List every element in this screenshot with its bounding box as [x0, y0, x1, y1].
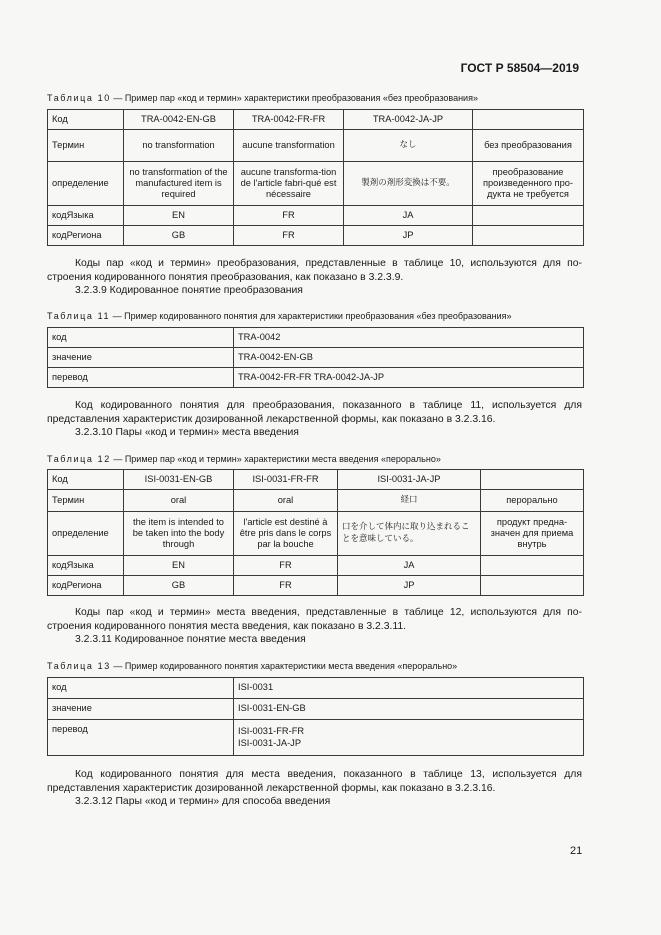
table-cell: oral: [124, 490, 234, 512]
table-cell: 製剤の剤形変換は不要。: [344, 162, 473, 206]
paragraph-text: Коды пар «код и термин» места введения, представленные в таблице 12, используются для по-строения кодированного понятия места введения, как показано в 3.2.3.11.: [47, 607, 582, 632]
table-cell: перорально: [481, 490, 584, 512]
table-cell: GB: [124, 576, 234, 596]
paragraph: [47, 257, 582, 284]
table10-caption: [47, 93, 478, 103]
table-row: [48, 512, 584, 556]
table-row: [48, 699, 584, 720]
table-cell: TRA-0042-EN-GB: [124, 110, 234, 130]
table-cell: продукт предна-значен для приема внутрь: [481, 512, 584, 556]
table-cell: oral: [234, 490, 338, 512]
paragraph-text: Код кодированного понятия для преобразования, показанного в таблице 11, используется для представления характеристик дозированной лекарственной формы, как показано в 3.2.3.16.: [47, 400, 582, 425]
table-cell: EN: [124, 206, 234, 226]
table-cell: JA: [344, 206, 473, 226]
table-cell: TRA-0042: [234, 328, 584, 348]
table-cell: значение: [48, 348, 234, 368]
table-cell: FR: [234, 206, 344, 226]
table-cell: Термин: [48, 490, 124, 512]
table-cell: TRA-0042-FR-FR TRA-0042-JA-JP: [234, 368, 584, 388]
table13-caption-text: — Пример кодированного понятия характеристики места введения «перорально»: [110, 661, 458, 671]
table-cell: no transformation of the manufactured item is required: [124, 162, 234, 206]
table-cell: ISI-0031: [234, 678, 584, 699]
table-cell: [473, 226, 584, 246]
table-cell: код: [48, 678, 234, 699]
table-row: [48, 490, 584, 512]
table-cell: no transformation: [124, 130, 234, 162]
table10-caption-label: Таблица 10: [47, 93, 111, 103]
table-cell: ISI-0031-EN-GB: [234, 699, 584, 720]
table-cell: aucune transforma-tion de l'article fabri-qué est nécessaire: [234, 162, 344, 206]
table-row: [48, 556, 584, 576]
table-cell: без преобразования: [473, 130, 584, 162]
table-cell: FR: [234, 226, 344, 246]
table-cell: EN: [124, 556, 234, 576]
table10-caption-text: — Пример пар «код и термин» характеристики преобразования «без преобразования»: [110, 93, 478, 103]
table-cell: Термин: [48, 130, 124, 162]
table-row: [48, 328, 584, 348]
table-cell: ISI-0031-EN-GB: [124, 470, 234, 490]
table-cell: [473, 206, 584, 226]
table-cell: [473, 110, 584, 130]
table-row: [48, 678, 584, 699]
section-heading: 3.2.3.11 Кодированное понятие места введения: [75, 634, 306, 645]
table-cell: перевод: [48, 720, 234, 756]
table-cell: определение: [48, 512, 124, 556]
table-cell: ISI-0031-FR-FR: [234, 470, 338, 490]
table-cell: FR: [234, 556, 338, 576]
table-cell: кодЯзыка: [48, 206, 124, 226]
section-heading: 3.2.3.10 Пары «код и термин» места введения: [75, 427, 299, 438]
translation-line: ISI-0031-FR-FR: [238, 726, 305, 737]
paragraph-text: Коды пар «код и термин» преобразования, представленные в таблице 10, используются для по-строения кодированного понятия преобразования, как показано в 3.2.3.9.: [47, 258, 582, 283]
table11: [47, 327, 584, 388]
table-row: [48, 110, 584, 130]
table-cell: перевод: [48, 368, 234, 388]
table11-caption-label: Таблица 11: [47, 311, 111, 321]
table-cell: TRA-0042-EN-GB: [234, 348, 584, 368]
table12-caption-label: Таблица 12: [47, 454, 111, 464]
table10: [47, 109, 584, 246]
table-cell: код: [48, 328, 234, 348]
table13-caption-label: Таблица 13: [47, 661, 111, 671]
paragraph: [47, 399, 582, 426]
table-row: [48, 720, 584, 756]
table-cell: TRA-0042-FR-FR: [234, 110, 344, 130]
table-cell: 経口: [338, 490, 481, 512]
table-row: [48, 130, 584, 162]
table-row: [48, 162, 584, 206]
paragraph-text: Код кодированного понятия для места введения, показанного в таблице 13, используется для представления характеристик дозированной лекарственной формы, как показано в 3.2.3.16.: [47, 769, 582, 794]
page-number: 21: [570, 845, 583, 857]
table-cell: кодЯзыка: [48, 556, 124, 576]
table-row: [48, 368, 584, 388]
table-cell: JP: [338, 576, 481, 596]
table-cell: [481, 576, 584, 596]
table-cell: кодРегиона: [48, 576, 124, 596]
table12: [47, 469, 584, 596]
table-cell: 口を介して体内に取り込まれることを意味している。: [338, 512, 481, 556]
table-cell: JA: [338, 556, 481, 576]
table-row: [48, 470, 584, 490]
table-cell: GB: [124, 226, 234, 246]
table-row: [48, 206, 584, 226]
table11-caption-text: — Пример кодированного понятия для характеристики преобразования «без преобразования»: [110, 311, 512, 321]
table-row: [48, 226, 584, 246]
paragraph: [47, 606, 582, 633]
section-heading: 3.2.3.12 Пары «код и термин» для способа введения: [75, 796, 331, 807]
table12-caption-text: — Пример пар «код и термин» характеристики места введения «перорально»: [110, 454, 441, 464]
section-heading: 3.2.3.9 Кодированное понятие преобразования: [75, 285, 303, 296]
table13: [47, 677, 584, 756]
table13-caption: [47, 661, 457, 671]
table-cell: the item is intended to be taken into the body through: [124, 512, 234, 556]
table-cell: ISI-0031-JA-JP: [338, 470, 481, 490]
translation-line: ISI-0031-JA-JP: [238, 737, 302, 748]
table-cell: значение: [48, 699, 234, 720]
table12-caption: [47, 454, 441, 464]
table-cell: преобразование произведенного про-дукта не требуется: [473, 162, 584, 206]
table-cell: l'article est destiné à être pris dans le corps par la bouche: [234, 512, 338, 556]
table11-caption: [47, 311, 512, 321]
table-row: [48, 348, 584, 368]
table-cell: [234, 720, 584, 756]
table-cell: [481, 556, 584, 576]
table-cell: [481, 470, 584, 490]
table-cell: なし: [344, 130, 473, 162]
paragraph: [47, 768, 582, 795]
table-cell: определение: [48, 162, 124, 206]
standard-header: ГОСТ Р 58504—2019: [460, 61, 579, 75]
table-cell: кодРегиона: [48, 226, 124, 246]
table-row: [48, 576, 584, 596]
table-cell: aucune transformation: [234, 130, 344, 162]
table-cell: Код: [48, 470, 124, 490]
table-cell: Код: [48, 110, 124, 130]
table-cell: JP: [344, 226, 473, 246]
table-cell: FR: [234, 576, 338, 596]
table-cell: TRA-0042-JA-JP: [344, 110, 473, 130]
